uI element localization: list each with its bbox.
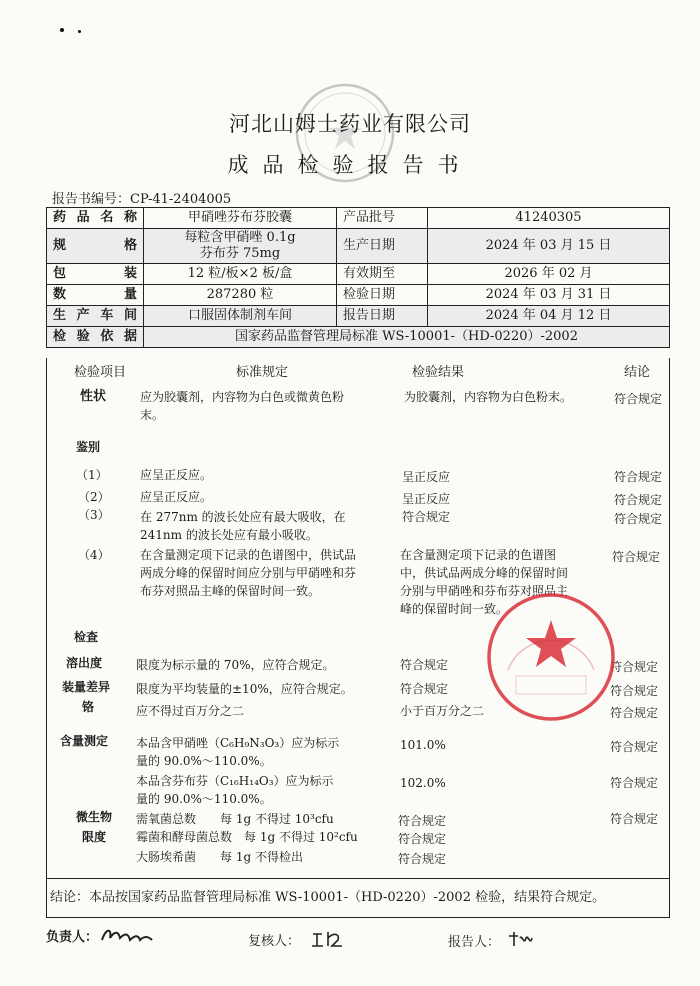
appearance-conclusion: 符合规定: [614, 392, 663, 406]
batch-label: 产品批号: [337, 208, 428, 229]
table-row: [47, 327, 670, 348]
chromium-label: 铬: [82, 700, 95, 714]
chromium-standard: 应不得过百万分之二: [136, 704, 245, 718]
assay2-result: 102.0%: [400, 776, 446, 790]
dissolution-standard: 限度为标示量的 70%，应符合规定。: [136, 658, 335, 672]
id1-number: （1）: [76, 468, 108, 482]
appearance-standard-2: 末。: [140, 408, 165, 422]
micro3-standard: 大肠埃希菌 每 1g 不得检出: [136, 850, 303, 864]
assay1-standard-2: 量的 90.0%～110.0%。: [136, 754, 272, 768]
fill-variation-standard: 限度为平均装量的±10%，应符合规定。: [136, 682, 353, 696]
check-label: 检查: [74, 630, 99, 644]
test-date-label: 检验日期: [337, 285, 428, 306]
spec-value: [144, 229, 337, 264]
micro1-conclusion: 符合规定: [610, 812, 659, 826]
package-label: 包装: [47, 264, 144, 285]
responsible-label: 负责人：: [46, 930, 99, 945]
spec-line-1: 每粒含甲硝唑 0.1g: [184, 230, 296, 245]
col-header-conclusion: 结论: [624, 365, 651, 380]
id2-standard: 应呈正反应。: [140, 490, 213, 504]
id2-number: （2）: [78, 490, 110, 504]
appearance-standard-1: 应为胶囊剂，内容物为白色或微黄色粉: [140, 390, 345, 404]
conclusion-text: 结论：本品按国家药品监督管理局标准 WS-10001-（HD-0220）-2002 检验，结果符合规定。: [50, 890, 606, 905]
assay1-result: 101.0%: [400, 738, 446, 752]
chromium-result: 小于百万分之二: [400, 704, 485, 718]
micro2-standard: 霉菌和酵母菌总数 每 1g 不得过 10²cfu: [136, 830, 358, 844]
table-row: [47, 264, 670, 285]
basis-label: 检验依据: [47, 327, 144, 348]
id3-number: （3）: [78, 508, 110, 522]
spec-line-2: 芬布芬 75mg: [199, 246, 281, 261]
report-date-value: 2024 年 04 月 12 日: [428, 306, 670, 327]
quantity-value: 287280 粒: [144, 285, 337, 306]
fill-variation-result: 符合规定: [400, 682, 449, 696]
company-name: 河北山姆士药业有限公司: [229, 112, 471, 136]
drug-name-label: 药品名称: [47, 208, 144, 229]
id4-standard-3: 布芬对照品主峰的保留时间一致。: [140, 584, 321, 598]
table-row: [47, 208, 670, 229]
dissolution-result: 符合规定: [400, 658, 449, 672]
col-header-standard: 标准规定: [236, 365, 289, 380]
microbial-label-1: 微生物: [76, 810, 113, 824]
batch-value: 41240305: [428, 208, 670, 229]
id4-result-2: 中，供试品两成分峰的保留时间: [400, 566, 569, 580]
id4-standard-2: 两成分峰的保留时间应分别与甲硝唑和芬: [140, 566, 357, 580]
col-header-result: 检验结果: [412, 365, 465, 380]
reviewer-label: 复核人：: [248, 934, 301, 949]
table-row: [47, 306, 670, 327]
basis-value: 国家药品监督管理局标准 WS-10001-（HD-0220）-2002: [144, 327, 670, 348]
id2-result: 呈正反应: [402, 492, 451, 506]
fill-variation-conclusion: 符合规定: [610, 684, 659, 698]
id4-result-3: 分别与甲硝唑和芬布芬对照品主: [400, 584, 569, 598]
report-number: 报告书编号：CP-41-2404005: [52, 192, 232, 207]
table-row: [47, 229, 670, 264]
prod-date-value: 2024 年 03 月 15 日: [428, 229, 670, 264]
report-date-label: 报告日期: [337, 306, 428, 327]
identification-label: 鉴别: [76, 440, 101, 454]
micro2-result: 符合规定: [398, 832, 447, 846]
quantity-label: 数量: [47, 285, 144, 306]
responsible-signature: [100, 924, 156, 948]
scan-dot: [78, 30, 81, 33]
assay2-standard-2: 量的 90.0%～110.0%。: [136, 792, 272, 806]
appearance-label: 性状: [80, 389, 107, 404]
scan-dot: [60, 28, 64, 32]
header-table: [46, 207, 670, 348]
microbial-label-2: 限度: [82, 830, 107, 844]
col-header-item: 检验项目: [74, 365, 127, 380]
micro3-result: 符合规定: [398, 852, 447, 866]
micro1-result: 符合规定: [398, 814, 447, 828]
test-date-value: 2024 年 03 月 31 日: [428, 285, 670, 306]
assay2-conclusion: 符合规定: [610, 776, 659, 790]
reporter-signature: [506, 928, 536, 950]
dissolution-conclusion: 符合规定: [610, 660, 659, 674]
assay1-standard-1: 本品含甲硝唑（C₆H₉N₃O₃）应为标示: [136, 736, 340, 750]
expiry-label: 有效期至: [337, 264, 428, 285]
id2-conclusion: 符合规定: [614, 493, 663, 507]
assay-label: 含量测定: [60, 734, 109, 748]
id3-standard-2: 241nm 的波长处应有最小吸收。: [140, 528, 318, 542]
chromium-conclusion: 符合规定: [610, 706, 659, 720]
qc-seal-stamp: [484, 590, 618, 724]
drug-name-value: 甲硝唑芬布芬胶囊: [144, 208, 337, 229]
assay1-conclusion: 符合规定: [610, 740, 659, 754]
workshop-label: 生产车间: [47, 306, 144, 327]
id4-result-4: 峰的保留时间一致。: [400, 602, 509, 616]
expiry-value: 2026 年 02 月: [428, 264, 670, 285]
reporter-label: 报告人：: [448, 935, 501, 950]
spec-label: 规格: [47, 229, 144, 264]
fill-variation-label: 装量差异: [62, 680, 111, 694]
id3-conclusion: 符合规定: [614, 512, 663, 526]
reviewer-signature: [310, 928, 344, 950]
dissolution-label: 溶出度: [66, 656, 103, 670]
id4-standard-1: 在含量测定项下记录的色谱图中，供试品: [140, 548, 357, 562]
micro1-standard: 需氧菌总数 每 1g 不得过 10³cfu: [136, 812, 334, 826]
package-value: 12 粒/板×2 板/盒: [144, 264, 337, 285]
id4-number: （4）: [78, 548, 110, 562]
appearance-result: 为胶囊剂，内容物为白色粉末。: [404, 390, 573, 404]
assay2-standard-1: 本品含芬布芬（C₁₆H₁₄O₃）应为标示: [136, 774, 334, 788]
prod-date-label: 生产日期: [337, 229, 428, 264]
id3-standard-1: 在 277nm 的波长处应有最大吸收，在: [140, 510, 346, 524]
id4-result-1: 在含量测定项下记录的色谱图: [400, 548, 557, 562]
id1-standard: 应呈正反应。: [140, 468, 213, 482]
table-row: [47, 285, 670, 306]
workshop-value: 口服固体制剂车间: [144, 306, 337, 327]
id3-result: 符合规定: [402, 510, 451, 524]
document-title: 成品检验报告书: [227, 153, 473, 177]
id1-conclusion: 符合规定: [614, 470, 663, 484]
id4-conclusion: 符合规定: [612, 550, 661, 564]
id1-result: 呈正反应: [402, 470, 451, 484]
